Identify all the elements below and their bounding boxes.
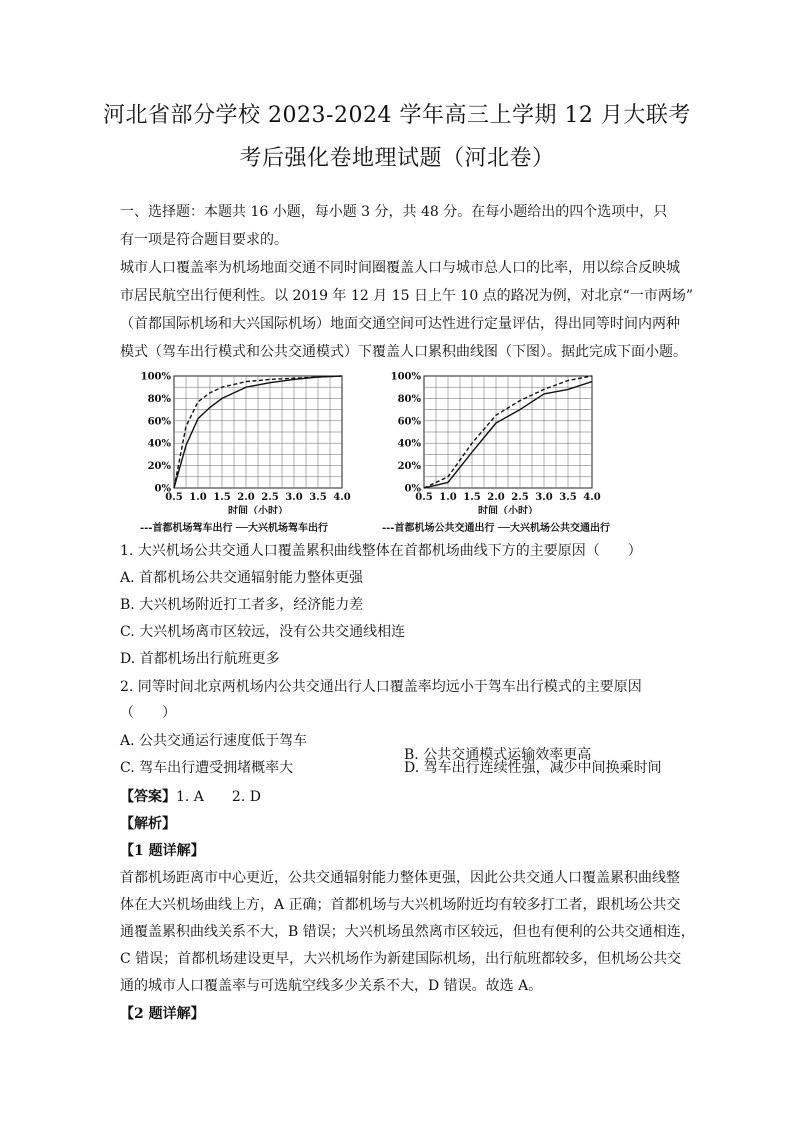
question-2-option-a: A. 公共交通运行速度低于驾车 xyxy=(120,733,308,749)
question-1-stem: 1. 大兴机场公共交通人口覆盖累积曲线整体在首都机场曲线下方的主要原因（ ） xyxy=(120,543,642,559)
x-tick-label: 4.0 xyxy=(583,492,601,503)
x-tick-label: 3.0 xyxy=(535,492,553,503)
x-tick-label: 1.0 xyxy=(439,492,457,503)
x-tick-label: 2.0 xyxy=(237,492,255,503)
y-tick-label: 80% xyxy=(147,393,171,405)
x-axis-label: 时间（小时） xyxy=(228,506,288,514)
q1-detail-line5: 通的城市人口覆盖率与可选航空线多少关系不大，D 错误。故选 A。 xyxy=(120,978,543,994)
chart-transit xyxy=(390,366,630,518)
paper-title-line1: 河北省部分学校 2023-2024 学年高三上学期 12 月大联考 xyxy=(103,103,691,128)
y-tick-label: 80% xyxy=(397,393,421,405)
x-tick-label: 3.0 xyxy=(285,492,303,503)
y-tick-label: 20% xyxy=(147,461,171,473)
q1-detail-line2: 体在大兴机场曲线上方，A 正确；首都机场与大兴机场附近均有较多打工者，跟机场公共交 xyxy=(120,897,681,913)
y-tick-label: 0% xyxy=(154,483,171,495)
answer-text: 1. A 2. D xyxy=(176,789,261,805)
y-tick-label: 100% xyxy=(140,371,171,383)
x-tick-label: 2.0 xyxy=(487,492,505,503)
x-axis-label: 时间（小时） xyxy=(478,506,538,514)
question-2-option-b: B. 公共交通模式运输效率更高 xyxy=(404,747,592,763)
material-line4: 模式（驾车出行模式和公共交通模式）下覆盖人口累积曲线图（下图）。据此完成下面小题。 xyxy=(120,344,687,360)
section-intro-line1: 一、选择题：本题共 16 小题，每小题 3 分，共 48 分。在每小题给出的四个选项中，只 xyxy=(120,204,668,220)
chart-driving-legend: ---首都机场驾车出行 ──大兴机场驾车出行 xyxy=(140,523,328,534)
material-line1: 城市人口覆盖率为机场地面交通不同时间圈覆盖人口与城市总人口的比率，用以综合反映城 xyxy=(120,260,680,276)
y-tick-label: 60% xyxy=(147,416,171,428)
x-tick-label: 1.0 xyxy=(189,492,207,503)
y-tick-label: 60% xyxy=(397,416,421,428)
question-2-option-c: C. 驾车出行遭受拥堵概率大 xyxy=(120,760,294,776)
y-tick-label: 20% xyxy=(397,461,421,473)
q1-detail-line1: 首都机场距离市中心更近，公共交通辐射能力整体更强，因此公共交通人口覆盖累积曲线整 xyxy=(120,870,680,886)
chart-driving-svg xyxy=(140,366,380,514)
x-tick-label: 1.5 xyxy=(463,492,481,503)
x-tick-label: 0.5 xyxy=(415,492,433,503)
question-2-option-d: D. 驾车出行连续性强，减少中间换乘时间 xyxy=(404,760,662,776)
question-1-option-d: D. 首都机场出行航班更多 xyxy=(120,651,280,667)
paper-title-line2: 考后强化卷地理试题（河北卷） xyxy=(239,146,555,171)
analysis-label: 【解析】 xyxy=(120,816,176,832)
y-tick-label: 40% xyxy=(147,438,171,450)
chart-transit-legend: ---首都机场公共交通出行 ──大兴机场公共交通出行 xyxy=(382,523,610,534)
material-line3: （首都国际机场和大兴国际机场）地面交通空间可达性进行定量评估，得出同等时间内两种 xyxy=(120,316,680,332)
q2-detail-label: 【2 题详解】 xyxy=(120,1006,205,1022)
question-1-option-a: A. 首都机场公共交通辐射能力整体更强 xyxy=(120,570,364,586)
section-intro-line2: 有一项是符合题目要求的。 xyxy=(120,232,288,248)
x-tick-label: 2.5 xyxy=(261,492,279,503)
x-tick-label: 3.5 xyxy=(309,492,327,503)
q1-detail-label: 【1 题详解】 xyxy=(120,843,205,859)
y-tick-label: 0% xyxy=(404,483,421,495)
question-1-option-b: B. 大兴机场附近打工者多，经济能力差 xyxy=(120,597,364,613)
question-2-stem-line2: （ ） xyxy=(120,705,176,721)
y-tick-label: 40% xyxy=(397,438,421,450)
chart-transit-svg xyxy=(390,366,630,514)
q1-detail-line4: C 错误；首都机场建设更早，大兴机场作为新建国际机场，出行航班都较多，但机场公共交 xyxy=(120,951,682,967)
answer-label: 【答案】 xyxy=(120,789,176,805)
x-tick-label: 0.5 xyxy=(165,492,183,503)
y-tick-label: 100% xyxy=(390,371,421,383)
question-2-stem-line1: 2. 同等时间北京两机场内公共交通出行人口覆盖率均远小于驾车出行模式的主要原因 xyxy=(120,679,642,695)
x-tick-label: 4.0 xyxy=(333,492,351,503)
question-1-option-c: C. 大兴机场离市区较远，没有公共交通线相连 xyxy=(120,624,406,640)
x-tick-label: 2.5 xyxy=(511,492,529,503)
material-line2: 市居民航空出行便利性。以 2019 年 12 月 15 日上午 10 点的路况为例，对北京“一市两场” xyxy=(120,288,693,304)
x-tick-label: 3.5 xyxy=(559,492,577,503)
answer-row xyxy=(120,784,261,810)
x-tick-label: 1.5 xyxy=(213,492,231,503)
chart-driving xyxy=(140,366,380,518)
q1-detail-line3: 通覆盖累积曲线关系不大，B 错误；大兴机场虽然离市区较远，但也有便利的公共交通相连， xyxy=(120,924,695,940)
